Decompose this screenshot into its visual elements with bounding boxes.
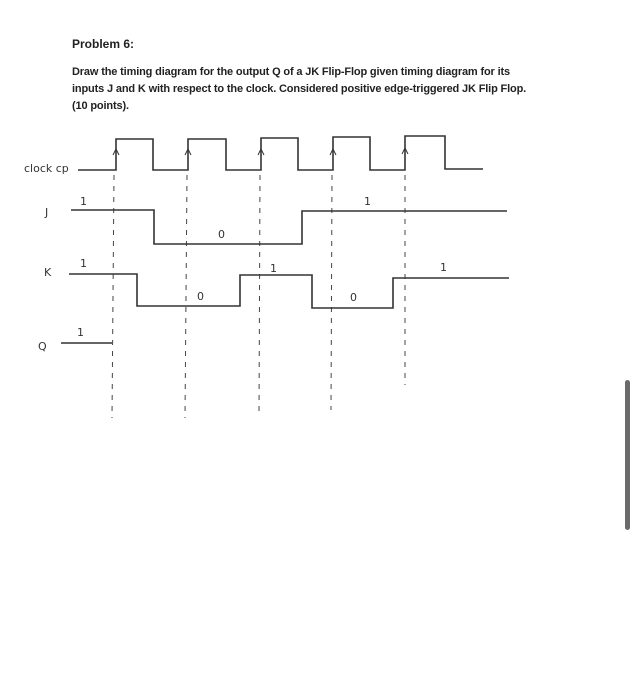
j-waveform	[71, 210, 507, 244]
clock-waveform	[78, 136, 483, 170]
k-value: 1	[440, 261, 447, 274]
k-waveform	[69, 274, 509, 308]
k-value: 0	[197, 290, 204, 303]
scrollbar[interactable]	[625, 380, 630, 530]
j-value: 1	[80, 195, 87, 208]
statement-line: (10 points).	[72, 100, 129, 112]
q-label: Q	[38, 340, 47, 353]
clock-label: clock cp	[24, 162, 69, 175]
j-value: 0	[218, 228, 225, 241]
k-label: K	[44, 266, 52, 279]
k-value: 0	[350, 291, 357, 304]
j-label: J	[45, 206, 49, 219]
statement-line: Draw the timing diagram for the output Q of a JK Flip-Flop given timing diagram for its	[72, 66, 510, 78]
q-value: 1	[77, 326, 84, 339]
problem-title: Problem 6:	[72, 37, 135, 51]
j-value: 1	[364, 195, 371, 208]
k-value: 1	[80, 257, 87, 270]
k-value: 1	[270, 262, 277, 275]
statement-line: inputs J and K with respect to the clock. Considered positive edge-triggered JK Flip Flop.	[72, 83, 527, 95]
